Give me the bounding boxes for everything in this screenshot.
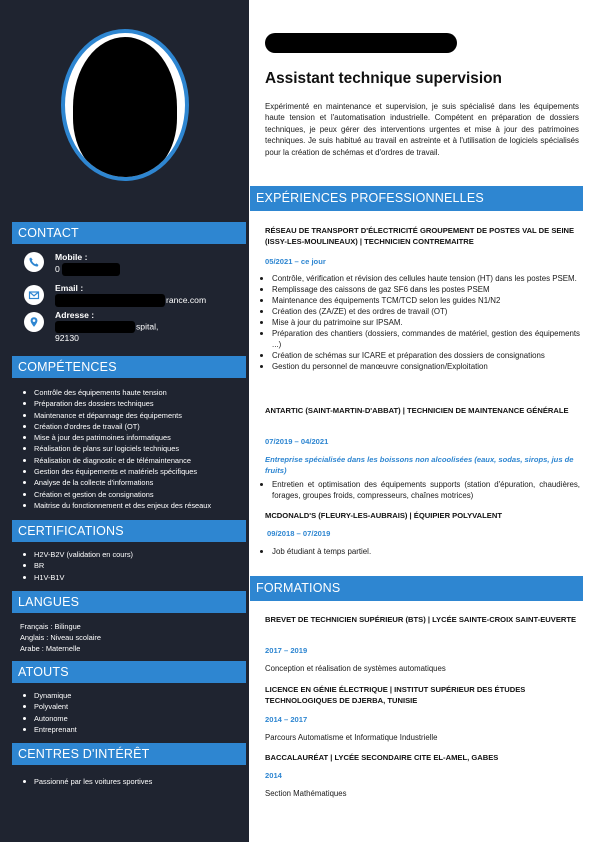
job-dates-mcdonalds: 09/2018 – 07/2019 <box>267 529 331 538</box>
job-dates-antartic: 07/2019 – 04/2021 <box>265 437 329 446</box>
list-item: Création des (ZA/ZE) et des ordres de travail (OT) <box>258 306 580 317</box>
email-value[interactable]: rance.com <box>166 294 207 305</box>
email-label: Email : <box>55 283 84 293</box>
interets-list <box>20 776 246 787</box>
job-dates-rte: 05/2021 – ce jour <box>265 257 326 266</box>
list-item: Gestion des équipements et matériels spécifiques <box>20 466 246 477</box>
list-item: Passionné par les voitures sportives <box>20 776 246 787</box>
list-item: Français : Bilingue <box>20 622 81 631</box>
job-note-antartic: Entreprise spécialisée dans les boissons non alcoolisées (eaux, sodas, sirops, jus de fruits) <box>265 455 574 475</box>
list-item: Anglais : Niveau scolaire <box>20 633 101 642</box>
formation-title-licence: LICENCE EN GÉNIE ÉLECTRIQUE | INSTITUT SUPÉRIEUR DES ÉTUDES TECHNOLOGIQUES DE DJERBA, TUNISIE <box>265 685 526 705</box>
address-label: Adresse : <box>55 310 95 320</box>
certifications-list <box>20 549 246 583</box>
list-item: Réalisation de plans sur logiciels techniques <box>20 443 246 454</box>
address-redaction <box>55 321 135 333</box>
list-item: Contrôle des équipements haute tension <box>20 387 246 398</box>
interets-heading: CENTRES D'INTÉRÊT <box>12 743 246 765</box>
certifications-heading: CERTIFICATIONS <box>12 520 246 542</box>
list-item: Arabe : Maternelle <box>20 644 81 653</box>
list-item: Préparation des dossiers techniques <box>20 398 246 409</box>
phone-icon <box>24 252 44 272</box>
list-item: Maitrise du fonctionnement et des enjeux des réseaux <box>20 500 246 511</box>
job-bullets-antartic <box>258 479 580 501</box>
list-item: Création d'ordres de travail (OT) <box>20 421 246 432</box>
list-item: Préparation des chantiers (dossiers, commandes de matériel, gestion des équipements ...) <box>258 328 580 350</box>
list-item: Réalisation de diagnostic et de télémaintenance <box>20 455 246 466</box>
langues-list <box>20 621 240 654</box>
list-item: Création et gestion de consignations <box>20 489 246 500</box>
job-title-rte: RÉSEAU DE TRANSPORT D'ÉLECTRICITÉ GROUPEMENT DE POSTES VAL DE SEINE (ISSY-LES-MOULINEAUX) | TECHNICIEN CONTREMAITRE <box>265 226 575 246</box>
envelope-icon <box>24 285 44 305</box>
profile-photo <box>61 29 189 181</box>
atouts-heading: ATOUTS <box>12 661 246 683</box>
job-title-antartic: ANTARTIC (SAINT-MARTIN-D'ABBAT) | TECHNICIEN DE MAINTENANCE GÉNÉRALE <box>265 406 569 415</box>
mobile-value: 0 <box>55 263 60 274</box>
list-item: Job étudiant à temps partiel. <box>258 546 580 557</box>
photo-redaction <box>73 37 177 177</box>
list-item: H2V-B2V (validation en cours) <box>20 549 246 560</box>
mobile-redaction <box>62 263 120 276</box>
page-title: Assistant technique supervision <box>265 70 502 87</box>
formation-detail-bac: Section Mathématiques <box>265 789 347 798</box>
formation-dates-licence: 2014 – 2017 <box>265 715 308 724</box>
list-item: Maintenance et dépannage des équipements <box>20 410 246 421</box>
address-line2: 92130 <box>55 333 79 343</box>
list-item: Polyvalent <box>20 701 246 712</box>
formation-title-bac: BACCALAURÉAT | LYCÉE SECONDAIRE CITE EL-AMEL, GABES <box>265 753 499 762</box>
profile-summary: Expérimenté en maintenance et supervision, je suis spécialisé dans les équipements haute tension et l'automatisation industrielle. Compétent en préparation de dossiers techniques, je peux gérer des interventions urgentes et mise à jour des patrimoines techniques. Je suis habitué au travail en astreinte et à l'utilisation de logiciels spécialisés pour la création de schémas et d'ordres de travail. <box>265 102 579 157</box>
address-line1: spital, <box>136 321 159 332</box>
formations-heading: FORMATIONS <box>250 576 583 601</box>
list-item: Mise à jour du patrimoine sur IPSAM. <box>258 317 580 328</box>
location-pin-icon <box>24 312 44 332</box>
contact-heading: CONTACT <box>12 222 246 244</box>
list-item: Contrôle, vérification et révision des cellules haute tension (HT) dans les postes PSEM. <box>258 273 580 284</box>
list-item: Remplissage des caissons de gaz SF6 dans les postes PSEM <box>258 284 580 295</box>
formation-detail-bts: Conception et réalisation de systèmes automatiques <box>265 664 446 673</box>
formation-dates-bts: 2017 – 2019 <box>265 646 308 655</box>
langues-heading: LANGUES <box>12 591 246 613</box>
list-item: BR <box>20 560 246 571</box>
job-bullets-rte <box>258 273 580 372</box>
list-item: Analyse de la collecte d'informations <box>20 477 246 488</box>
formation-dates-bac: 2014 <box>265 771 282 780</box>
job-bullets-mcdonalds <box>258 546 580 557</box>
list-item: Dynamique <box>20 690 246 701</box>
list-item: Entretien et optimisation des équipements supports (station d'épuration, chaudières, forages, groupes froids, compresseurs, chaînes motrices) <box>258 479 580 501</box>
list-item: Création de schémas sur ICARE et préparation des dossiers de consignations <box>258 350 580 361</box>
experiences-heading: EXPÉRIENCES PROFESSIONNELLES <box>250 186 583 211</box>
list-item: Gestion du personnel de manœuvre consignation/Exploitation <box>258 361 580 372</box>
list-item: Autonome <box>20 713 246 724</box>
formation-title-bts: BREVET DE TECHNICIEN SUPÉRIEUR (BTS) | LYCÉE SAINTE-CROIX SAINT-EUVERTE <box>265 615 577 624</box>
list-item: Maintenance des équipements TCM/TCD selon les guides N1/N2 <box>258 295 580 306</box>
list-item: Entreprenant <box>20 724 246 735</box>
atouts-list <box>20 690 246 735</box>
mobile-label: Mobile : <box>55 252 88 262</box>
sidebar <box>0 0 249 842</box>
list-item: H1V-B1V <box>20 572 246 583</box>
email-redaction <box>55 294 165 307</box>
formation-detail-licence: Parcours Automatisme et Informatique Industrielle <box>265 733 438 742</box>
name-redaction <box>265 33 457 53</box>
job-title-mcdonalds: MCDONALD'S (FLEURY-LES-AUBRAIS) | ÉQUIPIER POLYVALENT <box>265 511 502 520</box>
competences-heading: COMPÉTENCES <box>12 356 246 378</box>
competences-list <box>20 387 246 511</box>
list-item: Mise à jour des patrimoines informatiques <box>20 432 246 443</box>
